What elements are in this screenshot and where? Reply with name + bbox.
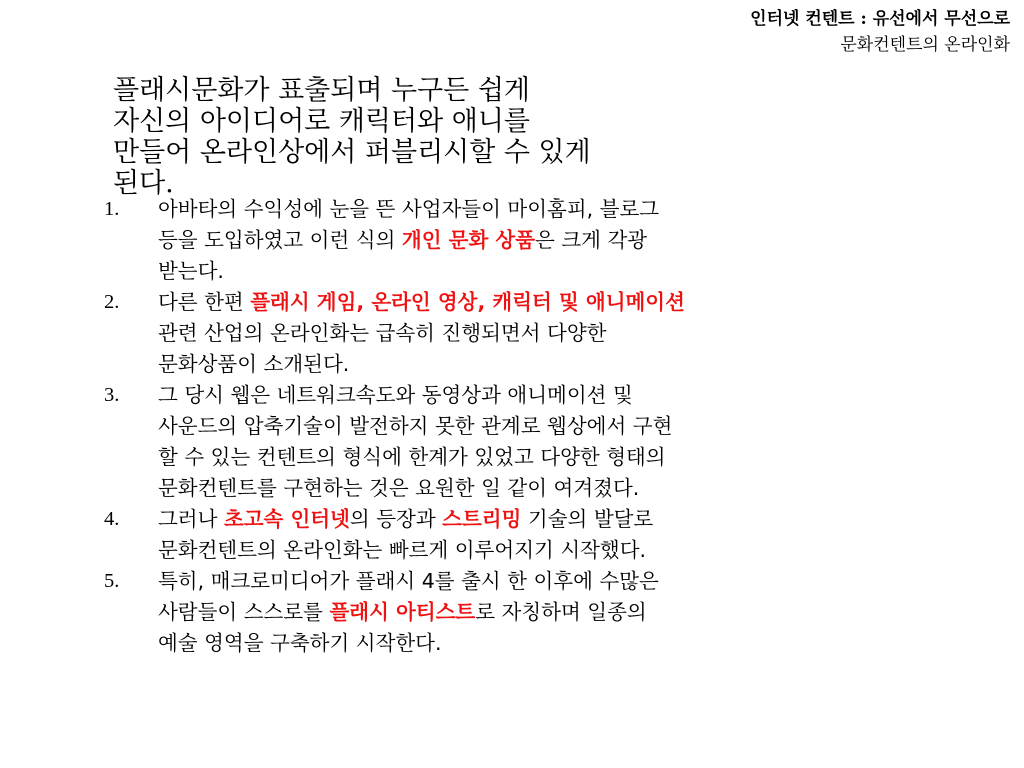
text-segment: 문화컨텐트를 구현하는 것은 요원한 일 같이 여겨졌다.: [158, 476, 640, 500]
highlighted-text: 스트리밍: [442, 507, 522, 531]
list-item-line: [158, 504, 904, 535]
text-segment: 사운드의 압축기술이 발전하지 못한 관계로 웹상에서 구현: [158, 414, 673, 438]
list-item-number: 3.: [104, 384, 120, 406]
text-segment: 등을 도입하였고 이런 식의: [158, 228, 402, 252]
text-segment: 기술의 발달로: [521, 507, 654, 531]
highlighted-text: 초고속 인터넷: [223, 507, 350, 531]
slide-header: [590, 6, 1010, 58]
list-item-line: [158, 566, 904, 597]
text-segment: 문화상품이 소개된다.: [158, 352, 350, 376]
list-item-line: [158, 256, 904, 287]
text-segment: 로 자칭하며 일종의: [475, 600, 647, 624]
text-segment: 아바타의 수익성에 눈을 뜬 사업자들이 마이홈피, 블로그: [158, 197, 660, 221]
list-item: [104, 194, 904, 287]
list-item-line: [158, 287, 904, 318]
list-item-line: [158, 535, 904, 566]
list-item-line: [158, 473, 904, 504]
numbered-list: [104, 194, 904, 659]
list-item-line: [158, 225, 904, 256]
subtitle-line: 플래시문화가 표출되며 누구든 쉽게: [113, 75, 530, 106]
list-item-line: [158, 194, 904, 225]
list-item-number: 5.: [104, 570, 120, 592]
list-item-line: [158, 442, 904, 473]
list-item-line: [158, 628, 904, 659]
header-subtitle: 문화컨텐트의 온라인화: [840, 35, 1010, 55]
highlighted-text: 플래시 게임, 온라인 영상, 캐릭터 및 애니메이션: [250, 290, 685, 314]
text-segment: 특히, 매크로미디어가 플래시 4를 출시 한 이후에 수많은: [158, 569, 659, 593]
list-item-line: [158, 411, 904, 442]
text-segment: 문화컨텐트의 온라인화는 빠르게 이루어지기 시작했다.: [158, 538, 647, 562]
text-segment: 그러나: [158, 507, 224, 531]
text-segment: 의 등장과: [349, 507, 443, 531]
list-item: [104, 566, 904, 659]
subtitle-line: 자신의 아이디어로 캐릭터와 애니를: [113, 106, 530, 137]
text-segment: 할 수 있는 컨텐트의 형식에 한계가 있었고 다양한 형태의: [158, 445, 666, 469]
list-item-line: [158, 349, 904, 380]
highlighted-text: 개인 문화 상품: [401, 228, 535, 252]
list-item-line: [158, 597, 904, 628]
slide-subtitle: [113, 75, 793, 199]
list-item: [104, 504, 904, 566]
text-segment: 그 당시 웹은 네트워크속도와 동영상과 애니메이션 및: [158, 383, 633, 407]
text-segment: 사람들이 스스로를: [158, 600, 330, 624]
subtitle-line: 만들어 온라인상에서 퍼블리시할 수 있게: [113, 137, 591, 168]
header-title: 인터넷 컨텐트 : 유선에서 무선으로: [750, 9, 1010, 29]
list-item-line: [158, 380, 904, 411]
text-segment: 은 크게 각광: [535, 228, 648, 252]
text-segment: 받는다.: [158, 259, 224, 283]
list-item-number: 4.: [104, 508, 120, 530]
subtitle-line: 된다.: [113, 168, 174, 199]
list-item: [104, 380, 904, 504]
list-item-number: 2.: [104, 291, 120, 313]
list-item-number: 1.: [104, 198, 120, 220]
highlighted-text: 플래시 아티스트: [329, 600, 476, 624]
text-segment: 관련 산업의 온라인화는 급속히 진행되면서 다양한: [158, 321, 607, 345]
list-item-line: [158, 318, 904, 349]
text-segment: 예술 영역을 구축하기 시작한다.: [158, 631, 442, 655]
list-item: [104, 287, 904, 380]
text-segment: 다른 한편: [158, 290, 251, 314]
